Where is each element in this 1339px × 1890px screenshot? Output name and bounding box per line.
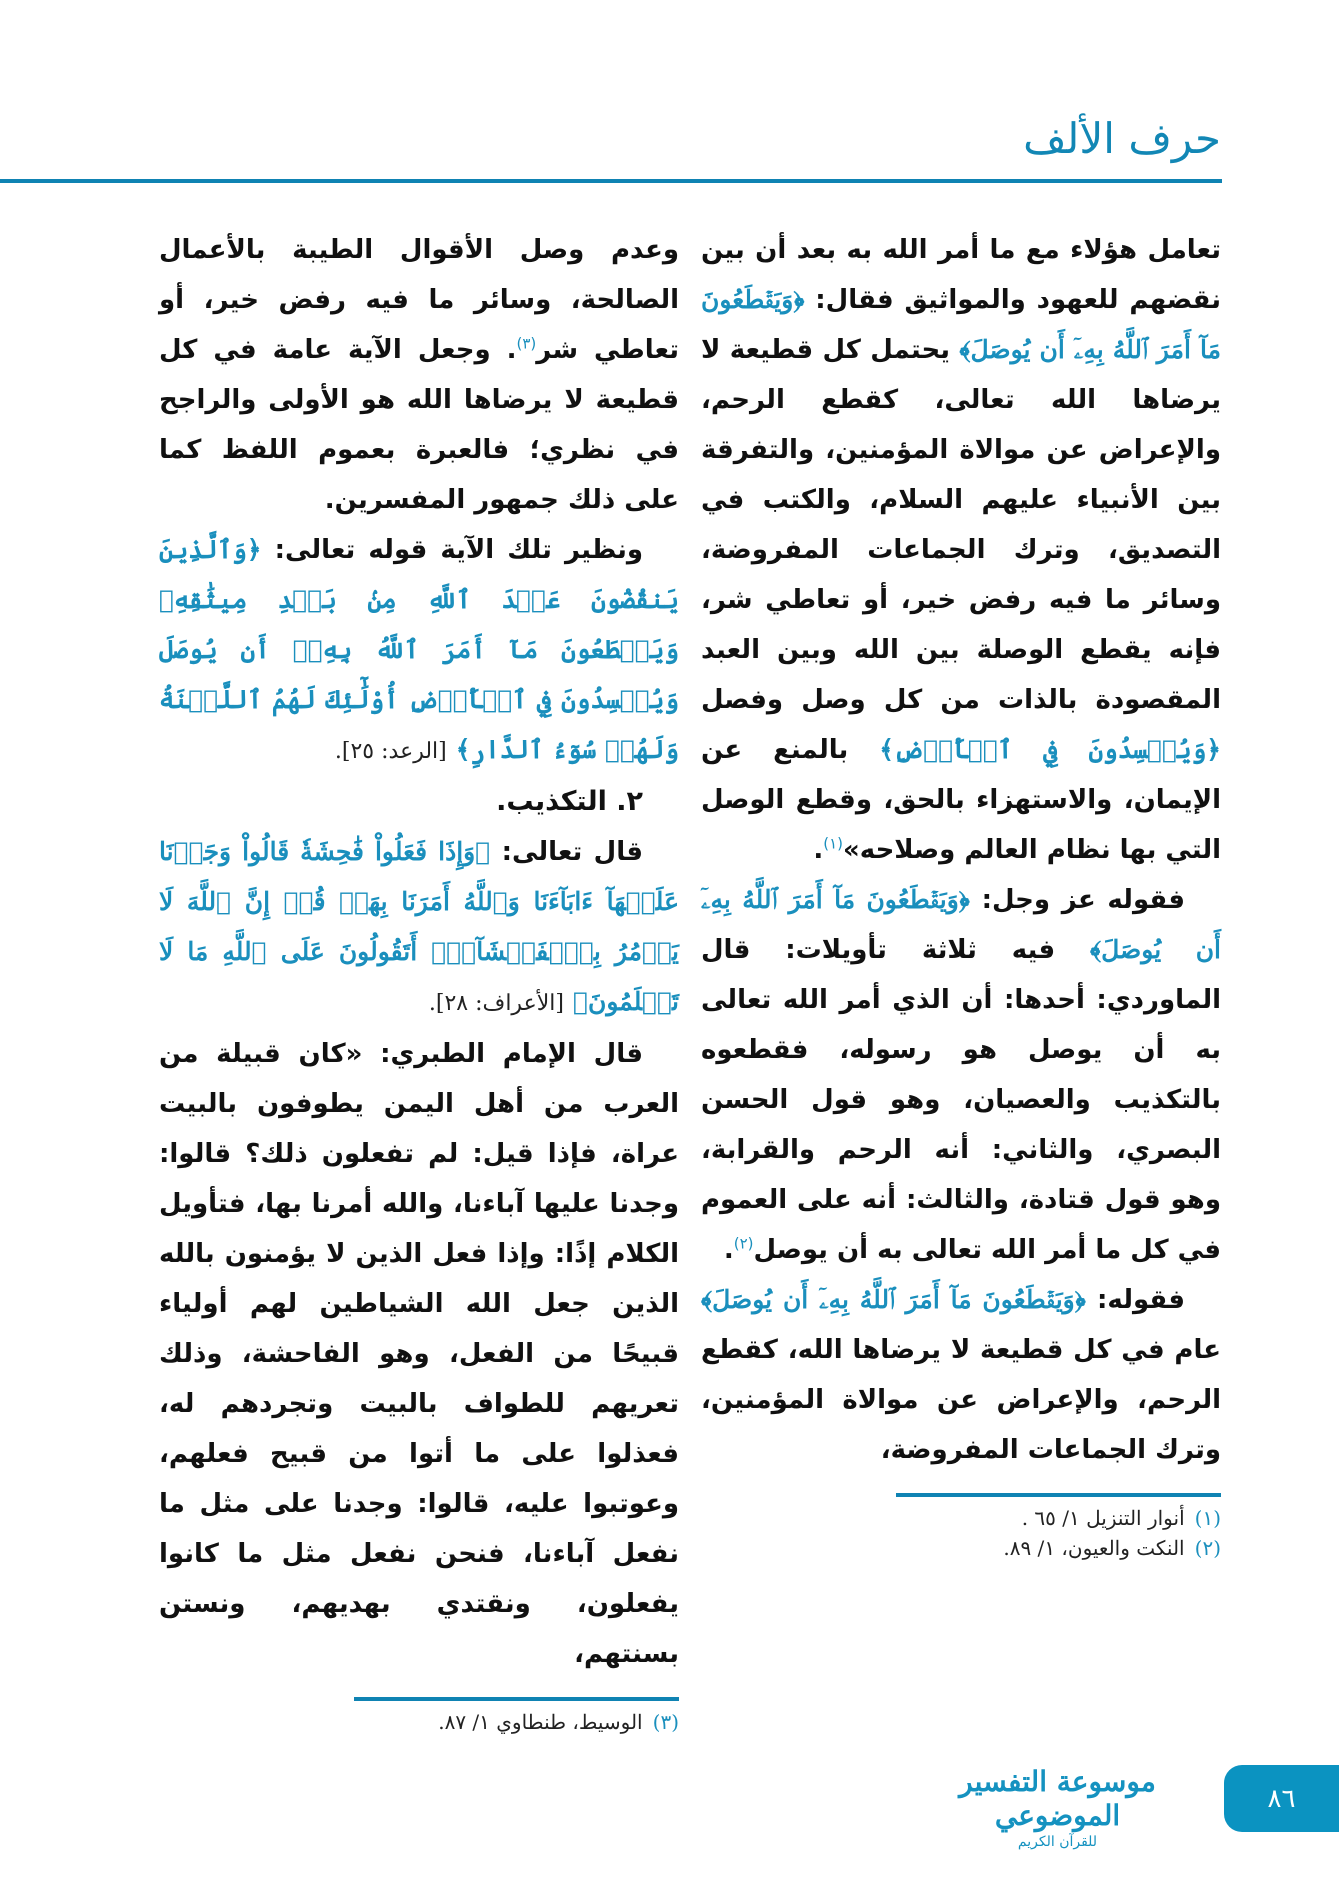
body-text: .: [723, 1235, 734, 1265]
right-column-block: [701, 225, 1221, 1737]
footnote-number: (١): [1194, 1506, 1221, 1530]
verse-reference: [الرعد: ٢٥]: [341, 739, 447, 764]
body-text: .: [334, 739, 342, 764]
footnote-divider: [354, 1697, 679, 1701]
footnote-number: (٣): [652, 1710, 679, 1734]
body-text: تعامل هؤلاء مع ما أمر الله به بعد أن بين نقضهم للعهود والمواثيق فقال:: [701, 235, 1221, 315]
verse-reference: [الأعراف: ٢٨]: [435, 991, 564, 1016]
body-columns: [0, 183, 1339, 1737]
body-text: .: [428, 991, 436, 1016]
left-column: [159, 225, 679, 1679]
body-text: .: [813, 835, 824, 865]
logo-subtitle: للقرآن الكريم: [1017, 1834, 1098, 1850]
body-text: وعدم وصل الأقوال الطيبة بالأعمال الصالحة، وسائر ما فيه رفض خير، أو تعاطي شر: [159, 235, 679, 365]
paragraph: [159, 525, 679, 777]
footnote: [701, 1533, 1221, 1563]
page-number: ٨٦: [1267, 1783, 1296, 1814]
quran-verse: ﴿وَٱلَّذِينَ يَنقُضُونَ عَهۡدَ ٱللَّهِ مِنۢ بَعۡدِ مِيثَٰقِهِۦ وَيَقۡطَعُونَ مَآ أَمَرَ ٱللَّهُ بِهِۦٓ أَن يُوصَلَ وَيُفۡسِدُونَ فِي ٱلۡأَرۡضِ أُوْلَٰٓئِكَ لَهُمُ ٱللَّعۡنَةُ وَلَهُمۡ سُوٓءُ ٱلدَّارِ﴾: [159, 535, 679, 764]
quran-verse: ﴿وَيَقۡطَعُونَ مَآ أَمَرَ ٱللَّهُ بِهِۦٓ أَن يُوصَلَ﴾: [701, 285, 1221, 364]
footnote-marker[interactable]: (٢): [733, 1234, 754, 1253]
paragraph: [159, 827, 679, 1029]
body-text: قال تعالى:: [490, 837, 643, 867]
footnote-divider: [896, 1493, 1221, 1497]
footnote: [701, 1503, 1221, 1533]
paragraph: [159, 225, 679, 525]
page-header: [0, 0, 1339, 183]
footnote-marker[interactable]: (١): [823, 834, 843, 853]
body-text: فيه ثلاثة تأويلات: قال الماوردي: أحدها: أن الذي أمر الله تعالى به أن يوصل هو رسوله، فقطعوه بالتكذيب والعصيان، وهو قول الحسن البصري، والثاني: أنه الرحم والقرابة، وهو قول قتادة، والثالث: أنه على العموم في كل ما أمر الله تعالى به أن يوصل: [701, 935, 1221, 1265]
quran-verse: ﴿وَإِذَا فَعَلُواْ فَٰحِشَةٗ قَالُواْ وَجَدۡنَا عَلَيۡهَآ ءَابَآءَنَا وَٱللَّهُ أَمَرَنَا بِهَاۗ قُلۡ إِنَّ ٱللَّهَ لَا يَأۡمُرُ بِٱلۡفَحۡشَآءِۖ أَتَقُولُونَ عَلَى ٱللَّهِ مَا لَا تَعۡلَمُونَ﴾: [159, 837, 679, 1016]
page-number-badge: [1224, 1765, 1339, 1832]
page-footer: [0, 1765, 1339, 1881]
paragraph: [701, 225, 1221, 875]
paragraph: قال الإمام الطبري: «كان قبيلة من العرب من أهل اليمن يطوفون بالبيت عراة، فإذا قيل: لم تفعلون ذلك؟ قالوا: وجدنا عليها آباءنا، والله أمرنا بها، فتأويل الكلام إذًا: وإذا فعل الذين لا يؤمنون بالله الذين جعل الله الشياطين لهم أولياء قبيحًا من الفعل، وهو الفاحشة، وذلك تعريهم للطواف بالبيت وتجردهم له، فعذلوا على ما أتوا من قبيح فعلهم، وعوتبوا عليه، قالوا: وجدنا على مثل ما نفعل آباءنا، فنحن نفعل مثل ما كانوا يفعلون، ونقتدي بهديهم، ونستن بسنتهم،: [159, 1039, 679, 1669]
quran-verse: ﴿وَيَقۡطَعُونَ مَآ أَمَرَ ٱللَّهُ بِهِۦٓ أَن يُوصَلَ﴾: [701, 885, 1221, 964]
logo-title: موسوعة التفسير الموضوعي: [959, 1765, 1156, 1832]
body-text: عام في كل قطيعة لا يرضاها الله، كقطع الرحم، والإعراض عن موالاة المؤمنين، وترك الجماعات المفروضة،: [701, 1335, 1221, 1465]
quran-verse: ﴿وَيَقۡطَعُونَ مَآ أَمَرَ ٱللَّهُ بِهِۦٓ أَن يُوصَلَ﴾: [701, 1285, 1086, 1314]
header-divider: [0, 179, 1222, 183]
quran-verse: ﴿وَيُفۡسِدُونَ فِي ٱلۡأَرۡضِ﴾: [879, 735, 1221, 764]
footnote: [159, 1707, 679, 1737]
section-heading: ٢. التكذيب.: [496, 786, 643, 817]
body-text: فقوله:: [1085, 1285, 1185, 1315]
body-text: ونظير تلك الآية قوله تعالى:: [261, 535, 643, 565]
footnote-text: النكت والعيون، ١/ ٨٩.: [1003, 1536, 1185, 1560]
left-column-block: [159, 225, 679, 1737]
body-text: بالمنع عن الإيمان، والاستهزاء بالحق، وقطع الوصل التي بها نظام العالم وصلاحه»: [701, 735, 1221, 865]
footnote-number: (٢): [1194, 1536, 1221, 1560]
body-text: . وجعل الآية عامة في كل قطيعة لا يرضاها الله هو الأولى والراجح في نظري؛ فالعبرة بعموم اللفظ كما على ذلك جمهور المفسرين.: [159, 335, 679, 515]
footnote-marker[interactable]: (٣): [516, 334, 537, 353]
paragraph: [701, 875, 1221, 1275]
paragraph: [701, 1275, 1221, 1475]
encyclopedia-logo: [935, 1765, 1180, 1851]
footnotes-right: [701, 1503, 1221, 1563]
footnote-text: أنوار التنزيل ١/ ٦٥ .: [1021, 1506, 1185, 1530]
body-text: يحتمل كل قطيعة لا يرضاها الله تعالى، كقطع الرحم، والإعراض عن موالاة المؤمنين، والتفرقة بين الأنبياء عليهم السلام، والكتب في التصديق، وترك الجماعات المفروضة، وسائر ما فيه رفض خير، أو تعاطي شر، فإنه يقطع الوصلة بين الله وبين العبد المقصودة بالذات من كل وصل وفصل: [701, 335, 1221, 715]
chapter-title: حرف الألف: [1023, 114, 1221, 163]
right-column: [701, 225, 1221, 1475]
footnote-text: الوسيط، طنطاوي ١/ ٨٧.: [438, 1710, 643, 1734]
body-text: فقوله عز وجل:: [969, 885, 1185, 915]
footnotes-left: [159, 1707, 679, 1737]
